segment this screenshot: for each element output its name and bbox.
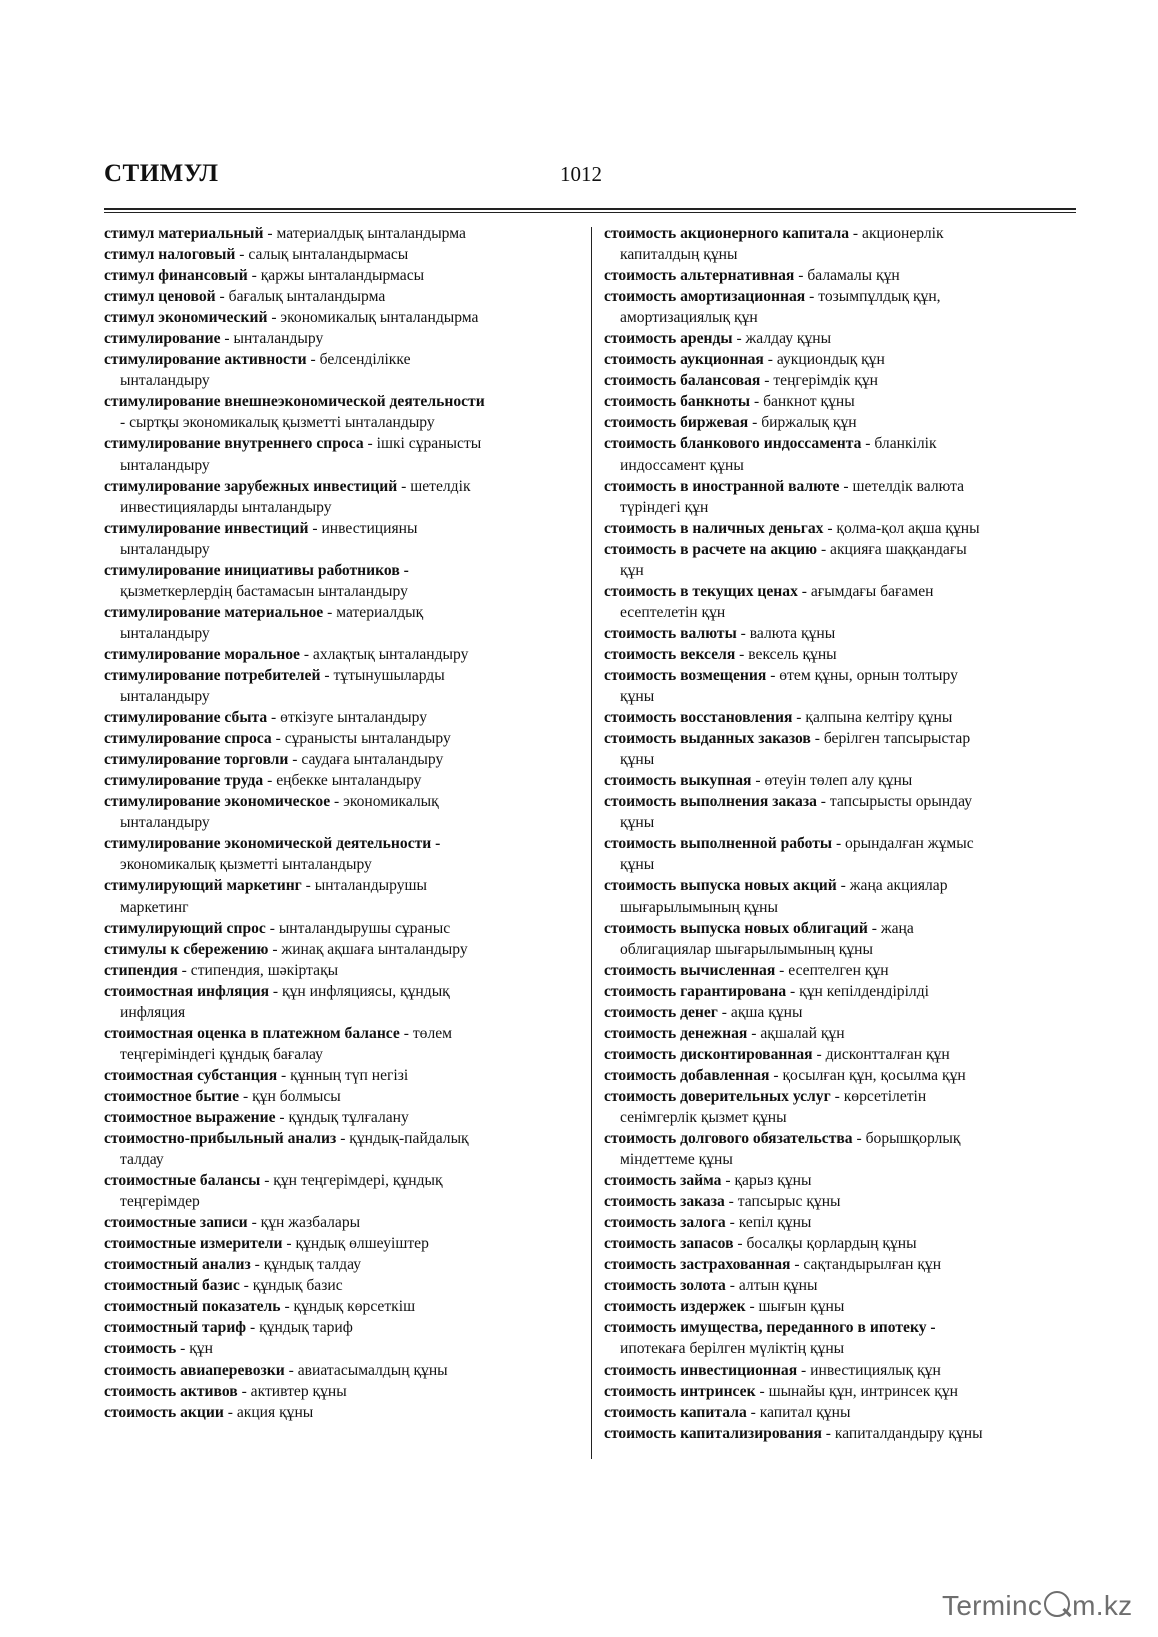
entry-term: стоимость выпуска новых облигаций (604, 919, 868, 937)
dictionary-entry (604, 286, 1078, 328)
dictionary-entry (104, 1233, 578, 1254)
entry-translation: - шығын құны (745, 1298, 845, 1316)
entry-term: стимулирование сбыта (104, 709, 268, 727)
dictionary-entry (604, 728, 1078, 770)
dictionary-entry (604, 960, 1078, 981)
entry-term: стимулирование активности (104, 351, 307, 369)
entry-term: стоимость интринсек (604, 1382, 756, 1400)
entry-translation: - құндық тариф (246, 1319, 353, 1337)
entry-translation: - құн болмысы (239, 1087, 341, 1105)
dictionary-entry (604, 1317, 1078, 1359)
entry-term: стимулирование зарубежных инвестиций (104, 477, 398, 495)
dictionary-entry (604, 1044, 1078, 1065)
entry-term: стоимость добавленная (604, 1066, 770, 1084)
entry-term: стоимость акционерного капитала (604, 225, 850, 242)
dictionary-entry (104, 1254, 578, 1275)
dictionary-entry (604, 1360, 1078, 1381)
entry-translation: - валюта құны (736, 624, 836, 642)
entry-translation: - есептелген құн (775, 961, 889, 979)
dictionary-entry (104, 1338, 578, 1359)
entry-term: стимулирование торговли (104, 751, 289, 769)
entry-translation: - еңбекке ынталандыру (263, 772, 422, 790)
entry-term: стоимость в расчете на акцию (604, 540, 818, 558)
entry-term: стоимостное выражение (104, 1108, 276, 1126)
entry-translation: - акцияға шаққандағы (817, 540, 967, 558)
dictionary-entry (104, 1317, 578, 1338)
dictionary-entry (604, 412, 1078, 433)
entry-term: стоимость в наличных деньгах (604, 519, 824, 537)
entry-translation: - орындалған жұмыс (832, 835, 974, 853)
dictionary-entry (104, 1128, 578, 1170)
entry-translation: - құндық талдау (250, 1256, 362, 1274)
entry-term: стимулирование внутреннего спроса (104, 435, 364, 453)
dictionary-entry (104, 476, 578, 518)
entry-translation: - құндық базис (239, 1277, 343, 1295)
dictionary-entry (604, 539, 1078, 581)
entry-translation: - құндық тұлғалану (275, 1108, 409, 1126)
entry-term: стимулирование внешнеэкономической деятельности (104, 393, 485, 411)
dictionary-entry (104, 1107, 578, 1128)
entry-translation: - борышқорлық (852, 1130, 961, 1148)
entry-term: стимулирующий спрос (104, 919, 266, 937)
entry-term: стоимость денег (604, 1003, 718, 1021)
entry-continuation: сенімгерлік қызмет құны (620, 1108, 787, 1126)
entry-term: стоимость запасов (604, 1235, 734, 1253)
entry-translation: - авиатасымалдың құны (284, 1361, 448, 1379)
entry-term: стоимость доверительных услуг (604, 1087, 831, 1105)
dictionary-entry (104, 349, 578, 391)
dictionary-entry (604, 833, 1078, 875)
entry-term: стоимость выполненной работы (604, 835, 833, 853)
dictionary-entry (104, 707, 578, 728)
dictionary-entry (604, 1275, 1078, 1296)
entry-term: стимулирующий маркетинг (104, 877, 302, 895)
column-divider (591, 227, 592, 1459)
entry-term: стоимость долгового обязательства (604, 1130, 853, 1148)
entry-term: стимулирование моральное (104, 645, 300, 663)
entry-translation: - өтеуін төлеп алу құны (751, 772, 913, 790)
entry-translation: - қалпына келтіру құны (792, 709, 953, 727)
entry-translation: - дисконтталған құн (812, 1045, 950, 1063)
entry-translation: - құнның түп негізі (277, 1066, 409, 1084)
entry-term: стоимость капитализирования (604, 1424, 822, 1442)
entry-translation: - салық ынталандырмасы (235, 246, 409, 264)
entry-translation: - ынталандырушы (301, 877, 427, 895)
right-column (604, 223, 1078, 1444)
entry-term: стоимостная субстанция (104, 1066, 278, 1084)
entry-term: стоимостные измерители (104, 1235, 283, 1253)
entry-term: стипендия (104, 961, 178, 979)
dictionary-entry (104, 307, 578, 328)
dictionary-entry (604, 223, 1078, 265)
dictionary-entry (104, 728, 578, 749)
entry-continuation: міндеттеме құны (620, 1151, 733, 1169)
entry-translation: - инвестицияны (308, 519, 418, 537)
entry-term: стимулирование потребителей (104, 666, 321, 684)
dictionary-entry (604, 1128, 1078, 1170)
entry-term: стоимость валюты (604, 624, 737, 642)
entry-translation: - тапсырысты орындау (816, 793, 973, 811)
dictionary-entry (104, 791, 578, 833)
entry-translation: - шынайы құн, интринсек құн (755, 1382, 958, 1400)
entry-continuation: экономикалық қызметті ынталандыру (120, 856, 372, 874)
entry-term: стимул налоговый (104, 246, 236, 264)
entry-translation: - материалдық (323, 603, 424, 621)
dictionary-entry (104, 1296, 578, 1317)
entry-translation: - бағалық ынталандырма (215, 288, 386, 306)
entry-term: стоимость (104, 1340, 177, 1358)
entry-term: стоимостные балансы (104, 1172, 261, 1190)
dictionary-entry (104, 875, 578, 917)
entry-term: стоимость выкупная (604, 772, 752, 790)
dictionary-entry (604, 349, 1078, 370)
entry-continuation: облигациялар шығарылымының құны (620, 940, 873, 958)
entry-term: стимулирование (104, 330, 221, 348)
entry-translation: - жалдау құны (732, 330, 832, 348)
entry-term: стоимость бланкового индоссамента (604, 435, 862, 453)
entry-translation: - экономикалық (330, 793, 439, 811)
entry-term: стоимость выполнения заказа (604, 793, 817, 811)
dictionary-entry (604, 1233, 1078, 1254)
dictionary-entry (604, 644, 1078, 665)
entry-translation: - баламалы құн (794, 267, 900, 285)
dictionary-entry (104, 1381, 578, 1402)
dictionary-entry (604, 265, 1078, 286)
entry-translation: - теңгерімдік құн (760, 372, 878, 390)
entry-translation: - саудаға ынталандыру (288, 751, 444, 769)
entry-translation: - өткізуге ынталандыру (267, 709, 428, 727)
entry-translation: - құндық көрсеткіш (280, 1298, 416, 1316)
entry-term: стимул материальный (104, 225, 264, 242)
entry-translation: - босалқы қорлардың құны (733, 1235, 917, 1253)
entry-term: стимулирование материальное (104, 603, 324, 621)
entry-translation: - қолма-қол ақша құны (823, 519, 980, 537)
entry-translation: - капитал құны (746, 1403, 851, 1421)
dictionary-entry (104, 1023, 578, 1065)
entry-term: стоимость авиаперевозки (104, 1361, 285, 1379)
entry-term: стоимость восстановления (604, 709, 793, 727)
entry-term: стимулирование экономической деятельности - (104, 835, 441, 853)
entry-continuation: маркетинг (120, 898, 189, 916)
dictionary-entry (604, 791, 1078, 833)
entry-translation: - өтем құны, орнын толтыру (766, 666, 958, 684)
termincom-logo (942, 1590, 1132, 1622)
entry-translation: - инвестициялық құн (797, 1361, 941, 1379)
dictionary-entry (104, 433, 578, 475)
entry-translation: - құн инфляциясы, құндық (269, 982, 450, 1000)
dictionary-entry (104, 1212, 578, 1233)
entry-continuation: ынталандыру (120, 540, 210, 558)
entry-translation: - аукциондық құн (763, 351, 885, 369)
entry-term: стоимостная инфляция (104, 982, 270, 1000)
dictionary-entry (104, 223, 578, 244)
entry-continuation: ынталандыру (120, 456, 210, 474)
entry-translation: - ынталандыру (220, 330, 324, 348)
entry-term: стоимостный тариф (104, 1319, 247, 1337)
dictionary-entry (104, 644, 578, 665)
page-number: 1012 (560, 162, 602, 186)
header-rule-thin (104, 212, 1076, 213)
entry-term: стимул финансовый (104, 267, 248, 285)
entry-translation: - құндық өлшеуіштер (282, 1235, 429, 1253)
entry-term: стоимость балансовая (604, 372, 761, 390)
entry-term: стоимость денежная (604, 1024, 748, 1042)
entry-term: стимулирование инициативы работников - (104, 561, 409, 579)
dictionary-entry (604, 370, 1078, 391)
entry-translation: - көрсетілетін (830, 1087, 927, 1105)
entry-term: стоимостный показатель (104, 1298, 281, 1316)
entry-term: стоимость активов (104, 1382, 238, 1400)
entry-term: стоимость застрахованная (604, 1256, 791, 1274)
entry-translation: - құн теңгерімдері, құндық (260, 1172, 443, 1190)
dictionary-entry (104, 665, 578, 707)
entry-translation: - активтер құны (237, 1382, 347, 1400)
entry-term: стоимостная оценка в платежном балансе (104, 1024, 400, 1042)
dictionary-entry (604, 1191, 1078, 1212)
entry-translation: - бланкілік (861, 435, 937, 453)
dictionary-entry (604, 1254, 1078, 1275)
dictionary-entry (604, 476, 1078, 518)
dictionary-entry (604, 981, 1078, 1002)
entry-translation: - жаңа акциялар (836, 877, 948, 895)
dictionary-entry (604, 1212, 1078, 1233)
entry-term: стоимость гарантирована (604, 982, 787, 1000)
entry-continuation: амортизациялық құн (620, 309, 758, 327)
entry-translation: - экономикалық ынталандырма (267, 309, 479, 327)
entry-term: стоимость амортизационная (604, 288, 806, 306)
entry-term: стоимость в текущих ценах (604, 582, 798, 600)
dictionary-entry (604, 1002, 1078, 1023)
entry-term: стимулы к сбережению (104, 940, 269, 958)
dictionary-entry (604, 918, 1078, 960)
dictionary-entry (104, 1065, 578, 1086)
entry-continuation: ынталандыру (120, 688, 210, 706)
entry-translation: - биржалық құн (748, 414, 857, 432)
entry-term: стоимость альтернативная (604, 267, 795, 285)
entry-translation: - материалдық ынталандырма (263, 225, 466, 242)
entry-continuation: құны (620, 688, 655, 706)
dictionary-entry (104, 1275, 578, 1296)
entry-translation: - акционерлік (849, 225, 944, 242)
entry-continuation: теңгеріміндегі құндық бағалау (120, 1045, 323, 1063)
entry-term: стоимость аренды (604, 330, 733, 348)
entry-term: стимулирование экономическое (104, 793, 331, 811)
entry-translation: - ахлақтық ынталандыру (299, 645, 469, 663)
entry-term: стимулирование спроса (104, 730, 272, 748)
entry-translation: - қаржы ынталандырмасы (247, 267, 425, 285)
entry-translation: - шетелдік валюта (839, 477, 965, 495)
dictionary-entry (104, 328, 578, 349)
entry-translation: - құн (176, 1340, 213, 1358)
dictionary-entry (104, 1170, 578, 1212)
entry-term: стоимость заказа (604, 1193, 725, 1211)
entry-continuation: ынталандыру (120, 814, 210, 832)
entry-term: стимулирование инвестиций (104, 519, 309, 537)
entry-continuation: ипотекаға берілген мүліктің құны (620, 1340, 845, 1358)
dictionary-entry (604, 1170, 1078, 1191)
dictionary-entry (604, 581, 1078, 623)
entry-term: стоимость залога (604, 1214, 726, 1232)
entry-term: стоимость золота (604, 1277, 726, 1295)
dictionary-entry (104, 286, 578, 307)
entry-term: стоимость выданных заказов (604, 730, 811, 748)
entry-term: стоимость дисконтированная (604, 1045, 813, 1063)
entry-translation: - қосылған құн, қосылма құн (769, 1066, 966, 1084)
entry-translation: - ақшалай құн (747, 1024, 845, 1042)
entry-continuation: инфляция (120, 1003, 186, 1021)
entry-term: стимул экономический (104, 309, 268, 327)
entry-translation: - төлем (399, 1024, 453, 1042)
entry-translation: - құн жазбалары (247, 1214, 361, 1232)
entry-term: стоимость займа (604, 1172, 722, 1190)
entry-translation: - қарыз құны (721, 1172, 812, 1190)
entry-translation: - ішкі сұранысты (363, 435, 482, 453)
entry-continuation: капиталдың құны (620, 246, 738, 264)
running-head: СТИМУЛ (104, 160, 219, 187)
left-column (104, 223, 578, 1423)
entry-term: стоимость капитала (604, 1403, 747, 1421)
entry-term: стоимость банкноты (604, 393, 751, 411)
dictionary-entry (604, 433, 1078, 475)
dictionary-entry (104, 391, 578, 433)
entry-continuation: құны (620, 751, 655, 769)
entry-translation: - стипендия, шәкіртақы (177, 961, 339, 979)
entry-term: стоимость биржевая (604, 414, 749, 432)
dictionary-entry (104, 1360, 578, 1381)
dictionary-entry (104, 960, 578, 981)
entry-term: стоимость имущества, переданного в ипотеку - (604, 1319, 936, 1337)
entry-continuation: құн (620, 561, 644, 579)
entry-continuation: теңгерімдер (120, 1193, 200, 1211)
logo-text-end: m.kz (1072, 1590, 1133, 1621)
entry-term: стоимостно-прибыльный анализ (104, 1130, 337, 1148)
dictionary-entry (604, 328, 1078, 349)
dictionary-entry (604, 1423, 1078, 1444)
dictionary-entry (604, 770, 1078, 791)
entry-translation: - тапсырыс құны (724, 1193, 841, 1211)
dictionary-entry (604, 623, 1078, 644)
entry-term: стоимость акции (104, 1403, 224, 1421)
dictionary-entry (104, 833, 578, 875)
entry-term: стоимость в иностранной валюте (604, 477, 840, 495)
dictionary-entry (604, 707, 1078, 728)
entry-translation: - сақтандырылған құн (790, 1256, 942, 1274)
entry-translation: - шетелдік (397, 477, 471, 495)
dictionary-entry (104, 770, 578, 791)
dictionary-entry (604, 1402, 1078, 1423)
entry-translation: - капиталдандыру құны (821, 1424, 983, 1442)
dictionary-entry (104, 602, 578, 644)
entry-term: стоимость аукционная (604, 351, 764, 369)
entry-term: стоимостные записи (104, 1214, 248, 1232)
entry-translation: - тозымпұлдық құн, (805, 288, 941, 306)
entry-translation: - банкнот құны (750, 393, 855, 411)
dictionary-entry (604, 518, 1078, 539)
dictionary-entry (604, 1065, 1078, 1086)
dictionary-entry (604, 1023, 1078, 1044)
entry-term: стимулирование труда (104, 772, 264, 790)
dictionary-entry (104, 939, 578, 960)
entry-continuation: есептелетін құн (620, 603, 726, 621)
dictionary-entry (104, 265, 578, 286)
magnifier-icon (1044, 1591, 1070, 1617)
entry-translation: - жаңа (867, 919, 914, 937)
entry-translation: - құндық-пайдалық (336, 1130, 469, 1148)
dictionary-entry (104, 918, 578, 939)
entry-term: стоимость издержек (604, 1298, 746, 1316)
logo-text-middle: erminc (956, 1590, 1043, 1621)
entry-translation: - құн кепілдендірілді (786, 982, 929, 1000)
entry-translation: - сұранысты ынталандыру (271, 730, 451, 748)
entry-translation: - ынталандырушы сұраныс (265, 919, 451, 937)
dictionary-entry (604, 1086, 1078, 1128)
dictionary-entry (104, 518, 578, 560)
entry-continuation: құны (620, 814, 655, 832)
entry-translation: - тұтынушыларды (320, 666, 445, 684)
entry-translation: - алтын құны (725, 1277, 818, 1295)
entry-continuation: инвестицияларды ынталандыру (120, 498, 332, 516)
header-rule-thick (104, 208, 1076, 210)
entry-continuation: талдау (120, 1151, 164, 1169)
dictionary-entry (604, 665, 1078, 707)
dictionary-entry (104, 981, 578, 1023)
dictionary-entry (604, 391, 1078, 412)
entry-term: стоимость выпуска новых акций (604, 877, 837, 895)
entry-continuation: ынталандыру (120, 372, 210, 390)
entry-term: стоимость векселя (604, 645, 736, 663)
entry-continuation: ынталандыру (120, 624, 210, 642)
entry-continuation: - сыртқы экономикалық қызметті ынталандыру (120, 414, 435, 432)
entry-continuation: түріндегі құн (620, 498, 709, 516)
dictionary-entry (104, 560, 578, 602)
dictionary-entry (604, 875, 1078, 917)
entry-term: стимул ценовой (104, 288, 216, 306)
entry-term: стоимость инвестиционная (604, 1361, 798, 1379)
entry-translation: - жинақ ақшаға ынталандыру (268, 940, 468, 958)
entry-translation: - акция құны (223, 1403, 314, 1421)
entry-continuation: шығарылымының құны (620, 898, 778, 916)
entry-term: стоимость возмещения (604, 666, 767, 684)
dictionary-entry (604, 1381, 1078, 1402)
entry-translation: - берілген тапсырыстар (810, 730, 971, 748)
logo-text-start: T (942, 1590, 957, 1621)
entry-continuation: құны (620, 856, 655, 874)
dictionary-entry (104, 1086, 578, 1107)
entry-translation: - кепіл құны (725, 1214, 812, 1232)
entry-term: стоимостный анализ (104, 1256, 251, 1274)
entry-translation: - белсенділікке (306, 351, 411, 369)
entry-term: стоимостное бытие (104, 1087, 240, 1105)
dictionary-entry (104, 1402, 578, 1423)
entry-term: стоимость вычисленная (604, 961, 776, 979)
entry-translation: - ақша құны (717, 1003, 803, 1021)
entry-term: стоимостный базис (104, 1277, 240, 1295)
entry-translation: - ағымдағы бағамен (797, 582, 934, 600)
entry-continuation: индоссамент құны (620, 456, 744, 474)
dictionary-entry (104, 244, 578, 265)
entry-continuation: қызметкерлердің бастамасын ынталандыру (120, 582, 408, 600)
entry-translation: - вексель құны (735, 645, 837, 663)
dictionary-entry (104, 749, 578, 770)
dictionary-entry (604, 1296, 1078, 1317)
